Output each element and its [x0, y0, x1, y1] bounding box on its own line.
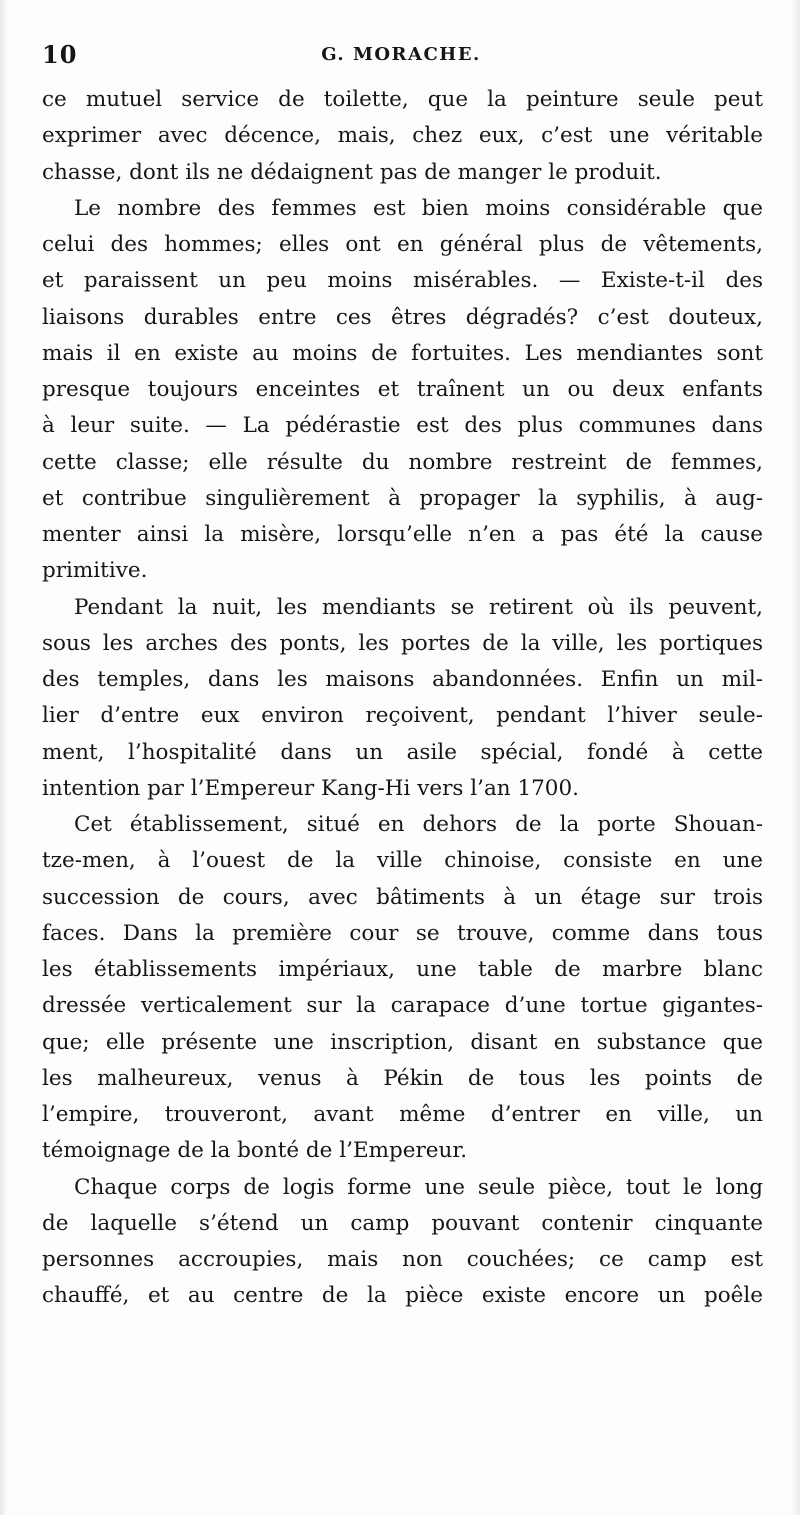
text-line: liaisons durables entre ces êtres dégradés? c’est douteux,	[42, 304, 763, 330]
text-line: chasse, dont ils ne dédaignent pas de manger le produit.	[42, 159, 662, 185]
text-line: les établissements impériaux, une table de marbre blanc	[42, 957, 763, 982]
page-right-edge-shadow	[790, 0, 800, 1515]
text-line: Le nombre des femmes est bien moins considérable que	[74, 195, 763, 221]
text-line: et contribue singulièrement à propager la syphilis, à aug-	[42, 485, 763, 511]
text-line: exprimer avec décence, mais, chez eux, c’est une véritable	[42, 123, 763, 149]
text-line: tze-men, à l’ouest de la ville chinoise, consiste en une	[42, 848, 763, 874]
text-line: Chaque corps de logis forme une seule pièce, tout le long	[74, 1174, 763, 1200]
text-line: celui des hommes; elles ont en général plus de vêtements,	[42, 232, 763, 257]
text-line: dressée verticalement sur la carapace d’une tortue gigantes-	[42, 993, 763, 1019]
text-line: presque toujours enceintes et traînent un ou deux enfants	[42, 377, 763, 402]
page-left-edge-shadow	[0, 0, 8, 1515]
text-line: faces. Dans la première cour se trouve, comme dans tous	[42, 920, 763, 946]
text-line: de laquelle s’étend un camp pouvant contenir cinquante	[42, 1210, 763, 1236]
text-line: mais il en existe au moins de fortuites. Les mendiantes sont	[42, 340, 763, 366]
page-number: 10	[42, 40, 78, 69]
text-line: les malheureux, venus à Pékin de tous les points de	[42, 1065, 763, 1091]
text-line: chauffé, et au centre de la pièce existe encore un poêle	[42, 1283, 763, 1309]
text-line: lier d’entre eux environ reçoivent, pendant l’hiver seule-	[42, 703, 763, 729]
text-line: intention par l’Empereur Kang-Hi vers l’an 1700.	[42, 775, 579, 801]
text-line: Cet établissement, situé en dehors de la porte Shouan-	[74, 812, 763, 837]
text-line: et paraissent un peu moins misérables. — Existe-t-il des	[42, 268, 763, 294]
text-line: l’empire, trouveront, avant même d’entrer en ville, un	[42, 1102, 763, 1127]
text-line: des temples, dans les maisons abandonnées. Enfin un mil-	[42, 667, 763, 692]
running-head: G. MORACHE.	[321, 44, 481, 65]
text-line: succession de cours, avec bâtiments à un étage sur trois	[42, 884, 763, 910]
body-text	[42, 82, 763, 1315]
text-line: Pendant la nuit, les mendiants se retirent où ils peuvent,	[74, 594, 763, 620]
text-line: primitive.	[42, 558, 148, 584]
text-line: ce mutuel service de toilette, que la peinture seule peut	[42, 87, 763, 112]
text-line: témoignage de la bonté de l’Empereur.	[42, 1138, 468, 1164]
text-line: que; elle présente une inscription, disant en substance que	[42, 1029, 763, 1055]
text-line: menter ainsi la misère, lorsqu’elle n’en a pas été la cause	[42, 522, 763, 547]
text-line: sous les arches des ponts, les portes de la ville, les portiques	[42, 630, 763, 656]
page-header	[42, 40, 760, 76]
text-line: personnes accroupies, mais non couchées; ce camp est	[42, 1247, 763, 1272]
text-line: cette classe; elle résulte du nombre restreint de femmes,	[42, 449, 763, 475]
text-line: ment, l’hospitalité dans un asile spécial, fondé à cette	[42, 739, 763, 765]
text-line: à leur suite. — La pédérastie est des plus communes dans	[42, 413, 763, 439]
